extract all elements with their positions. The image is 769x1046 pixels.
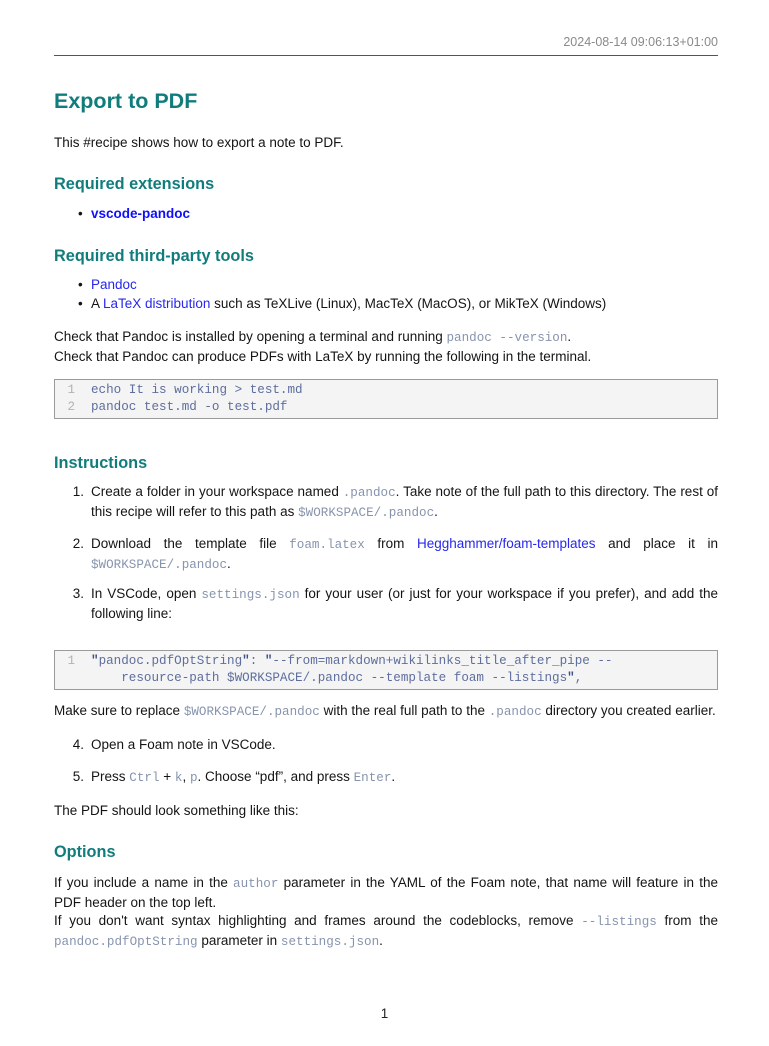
- text-run: pandoc test.md -o test.pdf: [91, 399, 288, 414]
- paragraph-line: [54, 874, 718, 912]
- inline-code: pandoc --version: [446, 331, 568, 345]
- text-run: If you don't want syntax highlighting and frames around the codeblocks, remove: [54, 913, 582, 929]
- heading-options: Options: [54, 843, 116, 862]
- inline-code: $WORKSPACE: [91, 557, 167, 572]
- item-number: 2.: [72, 536, 84, 552]
- text-run: This #recipe shows how to export a note to PDF.: [54, 135, 344, 150]
- inline-code: settings.json: [201, 588, 300, 603]
- header-rule: [54, 55, 718, 56]
- heading-required-extensions: Required extensions: [54, 174, 215, 193]
- page-header: [54, 35, 718, 56]
- code-string-quote: ": [264, 654, 273, 669]
- text-run: . Choose “pdf”, and press: [197, 769, 354, 785]
- text-run: A: [91, 295, 104, 311]
- code-text: [91, 383, 303, 397]
- hyperlink[interactable]: vscode-pandoc: [91, 205, 191, 221]
- text-run: from: [364, 536, 417, 552]
- text-run: for your user (or just for your workspace if you prefer), and add the following line:: [91, 586, 719, 621]
- code-block-terminal-check: [54, 379, 718, 419]
- text-run: Create a folder in your workspace named: [91, 484, 343, 500]
- inline-code: Ctrl: [129, 771, 160, 786]
- item-text: [91, 768, 718, 788]
- text-run: Open a Foam note in VSCode.: [91, 736, 276, 752]
- item-text: [91, 483, 718, 522]
- instruction-item-1: [54, 483, 718, 522]
- code-text: [91, 654, 613, 668]
- paragraph-line: [54, 328, 718, 348]
- text-run: .: [567, 329, 572, 344]
- instruction-item-2: [54, 535, 718, 574]
- hyperlink[interactable]: Hegghammer/foam-templates: [416, 536, 596, 552]
- heading-instructions: Instructions: [54, 454, 148, 473]
- text-run: Check that Pandoc can produce PDFs with LaTeX by running the following in the terminal.: [54, 348, 592, 364]
- text-run: echo It is working > test.md: [91, 383, 303, 397]
- line-number: 1: [67, 383, 75, 397]
- code-line: [55, 399, 717, 416]
- closing-paragraph: [54, 802, 718, 821]
- item-text: [91, 535, 718, 574]
- text-run: If you include a name in the: [54, 875, 234, 891]
- text-run: +: [159, 769, 175, 785]
- bullet-icon: [78, 205, 83, 224]
- text-run: .: [434, 503, 438, 519]
- inline-code: pandoc.pdfOptString: [54, 934, 198, 949]
- header-date: 2024-08-14 09:06:13+01:00: [563, 35, 718, 49]
- text-run: :: [249, 654, 265, 669]
- text-run: directory you created earlier.: [541, 703, 716, 719]
- item-number: 3.: [72, 586, 84, 602]
- intro-paragraph: [54, 134, 718, 153]
- item-number: 1.: [72, 484, 84, 500]
- text-run: pandoc.pdfOptString: [98, 654, 243, 669]
- text-run: such as TeXLive (Linux), MacTeX (MacOS), or MikTeX (Windows): [210, 295, 607, 311]
- text-run: . Take note of the full path to this directory. The rest of this recipe will refer to this path as: [91, 484, 718, 519]
- text-run: Press: [91, 769, 130, 785]
- inline-code: $WORKSPACE/.pandoc: [183, 705, 320, 720]
- code-line: [55, 670, 717, 687]
- code-text: [91, 400, 288, 414]
- inline-code: p: [189, 771, 198, 786]
- inline-code: Enter: [353, 771, 392, 786]
- code-line: [55, 382, 717, 399]
- inline-code: $WORKSPACE/.pandoc: [298, 505, 435, 520]
- code-text: [91, 671, 582, 685]
- line-number: 2: [67, 399, 75, 414]
- item-text: [91, 585, 718, 623]
- list-item-text: [91, 206, 190, 221]
- text-run: and place it in: [595, 536, 718, 552]
- code-line: [55, 653, 717, 670]
- code-string-quote: ": [91, 654, 99, 669]
- text-run: ,: [182, 769, 190, 785]
- item-text: [91, 736, 718, 755]
- page-title: Export to PDF: [54, 89, 198, 113]
- instruction-item-4: [54, 736, 718, 755]
- list-item-text: [91, 277, 137, 292]
- hyperlink[interactable]: Pandoc: [91, 277, 137, 292]
- text-run: resource-path $WORKSPACE/.pandoc --template foam --listings: [91, 670, 568, 685]
- inline-code: .pandoc: [342, 486, 396, 501]
- text-run: Download the template file: [91, 536, 290, 552]
- inline-code: settings.json: [280, 934, 380, 949]
- text-run: The PDF should look something like this:: [54, 802, 299, 818]
- inline-code: k: [174, 771, 183, 786]
- text-run: .: [227, 555, 231, 571]
- code-string-quote: ": [242, 654, 250, 669]
- text-run: --from=markdown+wikilinks_title_after_pipe --: [272, 654, 613, 669]
- item-number: 5.: [72, 769, 84, 785]
- hyperlink[interactable]: LaTeX distribution: [103, 295, 211, 311]
- paragraph-line: [54, 348, 718, 367]
- inline-code: .pandoc: [488, 705, 542, 720]
- text-run: parameter in: [197, 932, 281, 948]
- line-number: 1: [67, 654, 75, 669]
- list-item: [54, 295, 718, 314]
- code-block-settings-json: [54, 650, 718, 690]
- heading-required-tools: Required third-party tools: [54, 247, 254, 265]
- list-item: [54, 276, 718, 295]
- page-number: 1: [380, 1006, 389, 1021]
- text-run: with the real full path to the: [319, 703, 489, 719]
- text-run: .: [379, 932, 383, 948]
- note-paragraph: [54, 702, 718, 722]
- options-paragraph: [54, 874, 718, 951]
- inline-code: foam.latex: [289, 538, 365, 553]
- text-run: In VSCode, open: [91, 586, 202, 602]
- check-paragraph: [54, 328, 718, 366]
- text-run: Check that Pandoc is installed by opening a terminal and running: [54, 329, 447, 344]
- inline-code: author: [233, 877, 279, 892]
- bullet-icon: [78, 276, 83, 295]
- text-run: parameter in the YAML of the Foam note, that name will feature in the PDF header on the top left.: [54, 875, 718, 910]
- instruction-item-5: [54, 768, 718, 788]
- text-run: Make sure to replace: [54, 703, 184, 719]
- code-string-quote: ": [567, 670, 575, 685]
- required-tools-list: [54, 276, 718, 313]
- text-run: from the: [656, 913, 718, 929]
- inline-code: --listings: [581, 915, 657, 930]
- item-number: 4.: [72, 736, 84, 752]
- list-item-text: [91, 296, 606, 311]
- instruction-item-3: [54, 585, 718, 623]
- paragraph-line: [54, 912, 718, 951]
- list-item: [54, 205, 718, 224]
- required-extensions-list: [54, 205, 718, 224]
- text-run: .: [391, 769, 396, 785]
- text-run: ,: [574, 670, 583, 685]
- inline-code: /.pandoc: [166, 557, 228, 572]
- bullet-icon: [78, 295, 83, 314]
